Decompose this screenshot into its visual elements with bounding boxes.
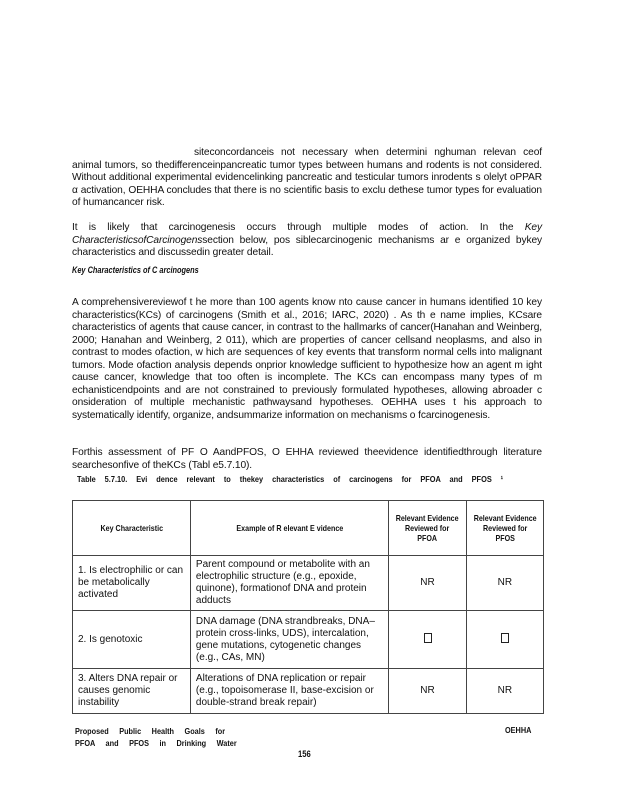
cell-example: DNA damage (DNA strandbreaks, DNA–protein cross-links, UDS), intercalation, gene mutations, cytogenetic changes (e.g., CAs, MN): [190, 611, 388, 669]
p2-text-b: section below, pos siblecarcinogenic mechanisms ar e organized bykey characteristics and discussedin greater detail.: [72, 234, 542, 259]
cell-pfos: NR: [466, 669, 543, 714]
table-row: [73, 556, 544, 611]
paragraph-mechanisms-intro: [72, 222, 542, 260]
cell-pfoa: [389, 611, 466, 669]
footer-agency: OEHHA: [505, 725, 532, 735]
paragraph-assessment: Forthis assessment of PF O AandPFOS, O EHHA reviewed theevidence identifiedthrough literature searchesonfive of theKCs (Tabl e5.7.10).: [72, 447, 542, 471]
header-example-evidence: Example of R elevant E vidence: [190, 501, 388, 556]
table-row: [73, 611, 544, 669]
cell-pfos: NR: [466, 556, 543, 611]
paragraph-concordance: siteconcordanceis not necessary when determini nghuman relevan ceof animal tumors, so thedifferenceinpancreatic tumor types between humans and rodents is not considered. Without additional experimental evidencelinking pancreatic and testicular tumors inrodents s olelyt oPPAR α activation, OEHHA concludes that there is no scientific basis to exclu dethese tumor types for evaluation of humancancer risk.: [72, 147, 542, 209]
table-header-row: [73, 501, 544, 556]
section-heading-key-characteristics: Key Characteristics of C arcinogens: [72, 265, 199, 275]
cell-example: Alterations of DNA replication or repair (e.g., topoisomerase II, base-excision or double-strand break repair): [190, 669, 388, 714]
footer-line-1: Proposed Public Health Goals for: [75, 726, 226, 736]
footer-document-title: [75, 725, 237, 749]
table-caption: Table 5.7.10. Evi dence relevant to thekey characteristics of carcinogens for PFOA and PFOS ¹: [77, 474, 504, 484]
cell-example: Parent compound or metabolite with an electrophilic structure (e.g., epoxide, quinone), formationof DNA and protein adducts: [190, 556, 388, 611]
cell-pfos: [466, 611, 543, 669]
cell-pfoa: NR: [389, 669, 466, 714]
table-row: [73, 669, 544, 714]
header-key-characteristic: Key Characteristic: [73, 501, 191, 556]
header-pfoa-reviewed: Relevant Evidence Reviewed for PFOA: [389, 501, 466, 556]
header-pfos-reviewed: Relevant Evidence Reviewed for PFOS: [466, 501, 543, 556]
footer-line-2: PFOA and PFOS in Drinking Water: [75, 738, 237, 748]
checkbox-glyph-icon: [424, 633, 432, 643]
p2-text-a: It is likely that carcinogenesis occurs through multiple modes of action. In the: [72, 222, 525, 234]
cell-characteristic: 1. Is electrophilic or can be metabolically activated: [73, 556, 191, 611]
page-number: 156: [298, 749, 311, 759]
cell-pfoa: NR: [389, 556, 466, 611]
p2-italic-ref: Key CharacteristicsofCarcinogens: [72, 222, 542, 246]
key-characteristics-table: [72, 500, 544, 714]
cell-characteristic: 2. Is genotoxic: [73, 611, 191, 669]
cell-characteristic: 3. Alters DNA repair or causes genomic instability: [73, 669, 191, 714]
checkbox-glyph-icon: [501, 633, 509, 643]
paragraph-key-characteristics: A comprehensivereviewof t he more than 100 agents know nto cause cancer in humans identified 10 key characteristics(KCs) of carcinogens (Smith et al., 2016; IARC, 2020) . As th e name implies, KCsare characteristics of agents that cause cancer, in contrast to the hallmarks of cancer(Hanahan and Weinberg, 2000; Hanahan and Weinberg, 2 011), which are properties of cancer cellsand neoplasms, and also in contrast to modes ofaction, w hich are sequences of key events that transform normal cells into malignant tumors. Mode ofaction analysis depends onprior knowledge sufficient to hypothesize how an agent m ight cause cancer, knowledge that too often is incomplete. The KCs can encompass many types of m echanisticendpoints and are not constrained to previously formulated hypotheses, allowing abroader c onsideration of multiple mechanistic pathwaysand hypotheses. OEHHA uses t his approach to systematically identify, organize, andsummarize information on mechanisms o fcarcinogenesis.: [72, 297, 542, 421]
